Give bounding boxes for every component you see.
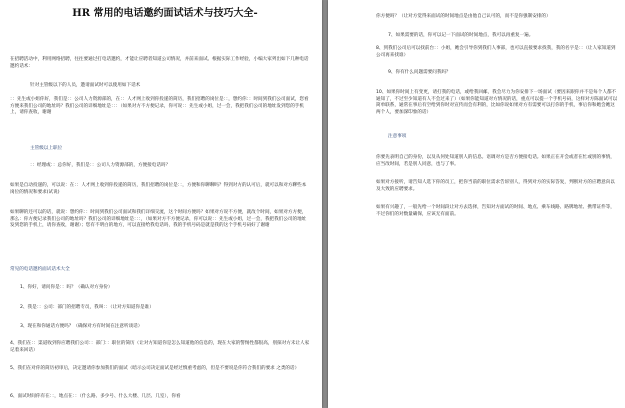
notes-paragraph-3: 如果有兴趣了，一般先给一个时间段让对方去选择，告知对方面试的时间、地点、乘车线路、路牌地址、携带证件等，不过你们的对数量确保，应该无有面前。 [376,205,615,217]
list-item-6: 6、面试时间你有在：：，地点在：：（什么路、多少号、什么大楼、几层、几室），你看 [10,394,181,399]
list-item-9: 9、你有什么问题需要问我吗？ [388,70,451,75]
section-heading-common-scripts: 常见的电话邀约面试话术大全 [10,267,70,272]
script-senior-opening: ：：经理或：：总你好，我们是：：公司人力资源部的，方便接电话吗？ [30,163,171,168]
list-item-4: 4、我们在：：渠道收到你应聘我们公司：：部门：：职位的简历（让对方知道你是怎么知道他的信息的，现在大家的警惕性都很高，别探对方未让人家记着来回话） [10,341,310,353]
script-junior-paragraph: ：：先生或小姐你好，我们是：：公司人力资源部的，在：：人才网上收到你投递的简历，我们招聘的岗位是：：，想约你：：时间到我们公司面试，您看方便来我们公司的地址吗？我们公司的详细地址是：：：（如果对方不方便记录，你可说：：先生或小姐，过一会，我把我们公司的地址发到您的手机上，请你查收，谢谢 [10,97,309,116]
list-item-10: 10、如果你时间上有变更，请打我的电话，或给我回邮，我会尽力为你安排下一场面试（要因来跟你并不是每个人都不通知了，不过至少知道有人不会过来了）（如果你能知道对方情况的话，重点可以提一个手机号码，这样对方陈面试可以简单联系，通常在事后有空给到你时对宣传而会有利的，比如你说如果对方有需要可以打你的手机，事后你和她会她这两个人，要加深印象的话） [376,90,618,115]
list-item-7: 7、如果需要的话，你可以记一下面试的时间地点，我可以再重复一遍。 [388,33,534,38]
list-item-8: 8、到我们公司后可以找前台：：小姐，她会引导你到我们人事部，也可以直接要求找我，我的名字是：：（让人家知道到公司再来找谁） [376,46,616,58]
intro-paragraph: 在招聘活动中，利用网络招聘，往往要通过打电话邀约，才能让应聘者知道公司情况，并前来面试。根据实际工作经验，小编大家列出如下几种电话邀约话术： [10,57,309,69]
list-item-2: 2、我是：：公司：部门的招聘专员，我叫：：（让对方知道你是谁） [20,305,154,310]
section-label-junior: 针对主管级以下的人员，邀请面试时可以使用如下话术 [30,83,141,88]
list-item-3: 3、现在和你通话方便吗？（确保对方有时间在注意听谈话） [20,324,143,329]
script-senior-auto-apply: 如果是自动投递的，可以说：在：：人才网上收到你投递的简历，我们招聘的岗位是：：，方便和你聊聊吗？得到对方的认可后，就可以和对方聊些本岗位的情况和要求(试说) [10,183,307,195]
document-title: HR 常用的电话邀约面试话术与技巧大全- [72,8,258,19]
notes-paragraph-1: 你要先表明自己的身份，以及从何处知道别人的信息。语调对方是否方便接电话。如果正在开会或者在忙或别的事情，应当改时间，若是别人同意，也与了事。 [376,155,615,167]
document-page-right [328,0,625,408]
list-item-6-continued: 你方便吗？（让对方觉得来面试的时间地点是由他自己认可的，而不是你强制安排的） [376,14,551,19]
notes-paragraph-2: 如果对方接听，请告知人选下你的员工，把你当前的职位需求告诉别人，得到对方的实际答复，判断对方的应聘意向以及大致的应聘要求。 [376,180,615,192]
script-senior-followup: 如果聊的还可以的话，就说：想约你：：时间到我们公司面试和我们详细交流，这个时间方便吗？如果对方说不方便，就改个时间，如果对方方便，那么：你方便记录我们公司的地址吗？我们公司的详细地址是：：：，（如果对方不方便记录，你可以说：：先生或小姐，过一会，我把我们公司的地址发到您的手机上，请你查收，谢谢）；您有不明白的地方，可以直接给我电话吗，我的手机号码是就是我的这个手机号码好了谢谢 [10,210,307,229]
section-label-senior: 主管级以上职位 [30,146,63,151]
notes-heading: 注意事项 [388,134,407,139]
list-item-1: 1、你好，请问你是：：吗？（确认对方身份） [20,285,113,290]
list-item-5: 5、我们在对你的简历初审后，决定邀请你参加我们的面试（暗示公司决定面试是经过慎重考虑的，但是不要说是你符合我们的要求 之类的话） [10,366,300,371]
